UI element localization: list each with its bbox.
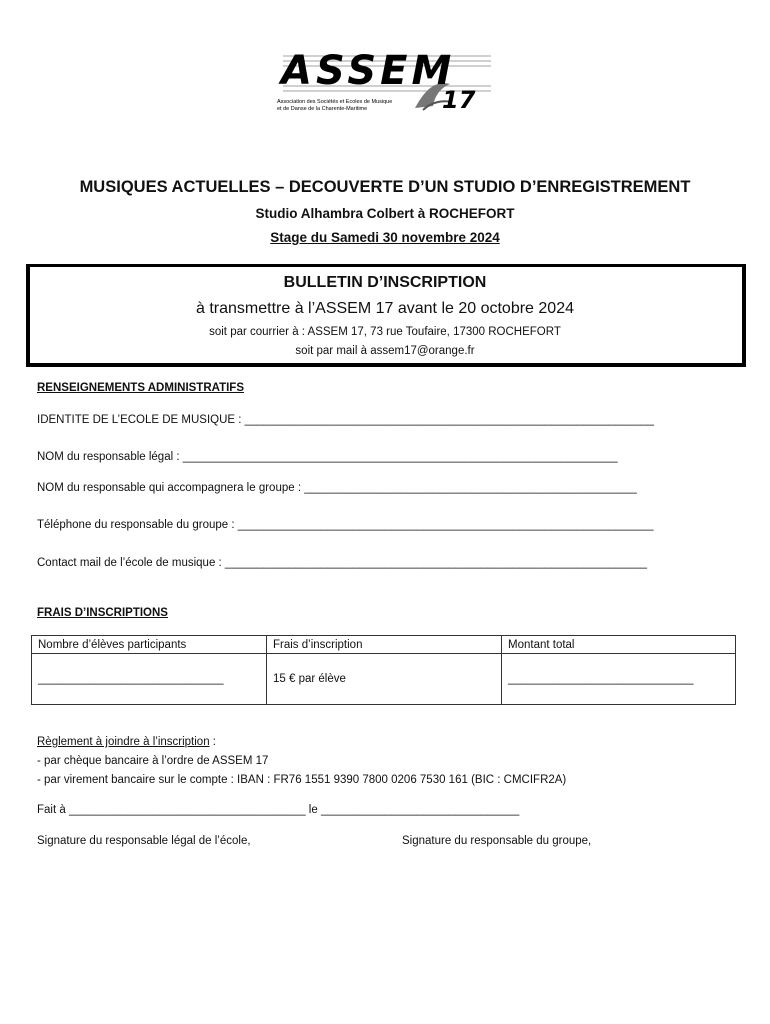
fees-fee-value: 15 € par élève xyxy=(267,654,502,705)
bulletin-postal-address: soit par courrier à : ASSEM 17, 73 rue Toufaire, 17300 ROCHEFORT xyxy=(209,326,561,338)
assem-logo xyxy=(275,50,495,120)
payment-cheque: - par chèque bancaire à l’ordre de ASSEM 17 xyxy=(37,755,269,767)
bulletin-title: BULLETIN D’INSCRIPTION xyxy=(283,274,487,291)
logo-tagline-1: Association des Sociétés et Ecoles de Musique xyxy=(277,99,393,105)
logo-number: 17 xyxy=(442,86,476,114)
field-phone[interactable]: Téléphone du responsable du groupe : _________________________________________________________________ xyxy=(37,519,654,531)
fees-students-blank[interactable]: _____________________________ xyxy=(32,654,267,705)
fees-total-blank[interactable]: _____________________________ xyxy=(502,654,736,705)
field-group-leader[interactable]: NOM du responsable qui accompagnera le groupe : ____________________________________________________ xyxy=(37,482,637,494)
field-legal-manager[interactable]: NOM du responsable légal : ____________________________________________________________________ xyxy=(37,451,618,463)
fees-header-row xyxy=(32,636,736,654)
document-title: MUSIQUES ACTUELLES – DECOUVERTE D’UN STUDIO D’ENREGISTREMENT xyxy=(79,178,691,196)
field-place-date[interactable]: Fait à _____________________________________ le _______________________________ xyxy=(37,804,520,816)
fees-col-students: Nombre d’élèves participants xyxy=(32,636,267,654)
bulletin-email: soit par mail à assem17@orange.fr xyxy=(295,345,475,357)
venue-line: Studio Alhambra Colbert à ROCHEFORT xyxy=(255,206,515,221)
fees-row xyxy=(32,654,736,705)
field-school-email[interactable]: Contact mail de l’école de musique : __________________________________________________________________ xyxy=(37,557,648,569)
field-school-identity[interactable]: IDENTITE DE L’ECOLE DE MUSIQUE : ________________________________________________________________ xyxy=(37,414,655,426)
bulletin-deadline: à transmettre à l’ASSEM 17 avant le 20 octobre 2024 xyxy=(196,300,574,317)
signature-group: Signature du responsable du groupe, xyxy=(402,835,592,847)
fees-col-fee: Frais d’inscription xyxy=(267,636,502,654)
logo-wordmark: ASSEM xyxy=(281,48,456,94)
payment-label-line xyxy=(37,736,216,748)
date-line: Stage du Samedi 30 novembre 2024 xyxy=(270,230,500,245)
admin-heading: RENSEIGNEMENTS ADMINISTRATIFS xyxy=(37,382,245,394)
fees-col-total: Montant total xyxy=(502,636,736,654)
payment-transfer: - par virement bancaire sur le compte : IBAN : FR76 1551 9390 7800 0206 7530 161 (BIC : CMCIFR2A) xyxy=(37,774,567,786)
signature-school: Signature du responsable légal de l’école, xyxy=(37,835,251,847)
payment-label: Règlement à joindre à l’inscription xyxy=(37,736,210,748)
fees-heading: FRAIS D’INSCRIPTIONS xyxy=(37,607,168,619)
logo-tagline-2: et de Danse de la Charente-Maritime xyxy=(277,106,368,112)
payment-label-suffix: : xyxy=(209,736,216,748)
fees-table xyxy=(31,635,736,705)
